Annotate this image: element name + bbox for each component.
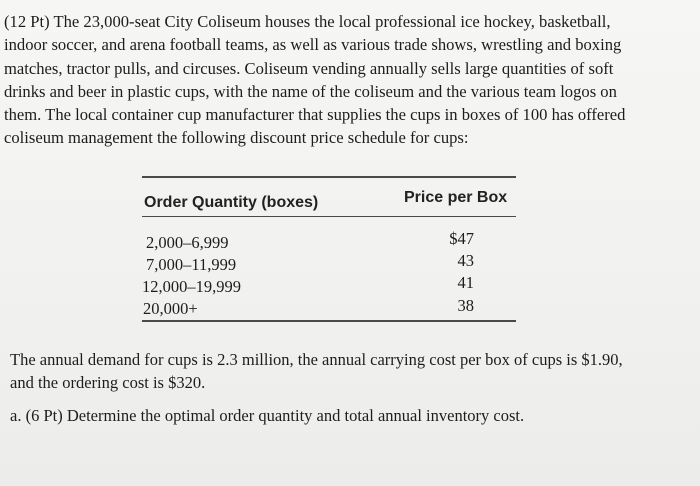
problem-intro [4, 10, 694, 150]
intro-line: them. The local container cup manufacturer that supplies the cups in boxes of 100 has offered [4, 105, 626, 125]
problem-givens [10, 348, 695, 394]
table-cell-price: 38 [457, 296, 474, 315]
givens-line: and the ordering cost is $320. [10, 373, 206, 392]
table-cell-quantity: 2,000–6,999 [146, 233, 229, 252]
givens-line: The annual demand for cups is 2.3 million, the annual carrying cost per box of cups is $1.90, [10, 350, 623, 369]
table-cell-price: 41 [457, 273, 474, 292]
intro-line: drinks and beer in plastic cups, with the name of the coliseum and the various team logos on [4, 81, 617, 101]
question-a: a. (6 Pt) Determine the optimal order quantity and total annual inventory cost. [10, 406, 525, 425]
header-order-quantity: Order Quantity (boxes) [144, 194, 319, 211]
table-header-rule [142, 216, 516, 217]
table-cell-quantity: 7,000–11,999 [146, 255, 237, 274]
table-cell-price: 43 [457, 251, 474, 270]
intro-line: matches, tractor pulls, and circuses. Coliseum vending annually sells large quantities of soft [4, 58, 614, 78]
table-bottom-rule [142, 320, 516, 322]
intro-line: indoor soccer, and arena football teams, as well as various trade shows, wrestling and boxing [4, 35, 622, 55]
table-cell-quantity: 12,000–19,999 [142, 277, 241, 296]
intro-line: (12 Pt) The 23,000-seat City Coliseum houses the local professional ice hockey, basketball, [4, 12, 611, 31]
table-cell-quantity: 20,000+ [143, 299, 198, 318]
intro-line: coliseum management the following discount price schedule for cups: [4, 128, 469, 148]
table-cell-price: $47 [449, 229, 474, 248]
header-price-per-box: Price per Box [404, 189, 508, 206]
table-top-rule [142, 176, 516, 178]
